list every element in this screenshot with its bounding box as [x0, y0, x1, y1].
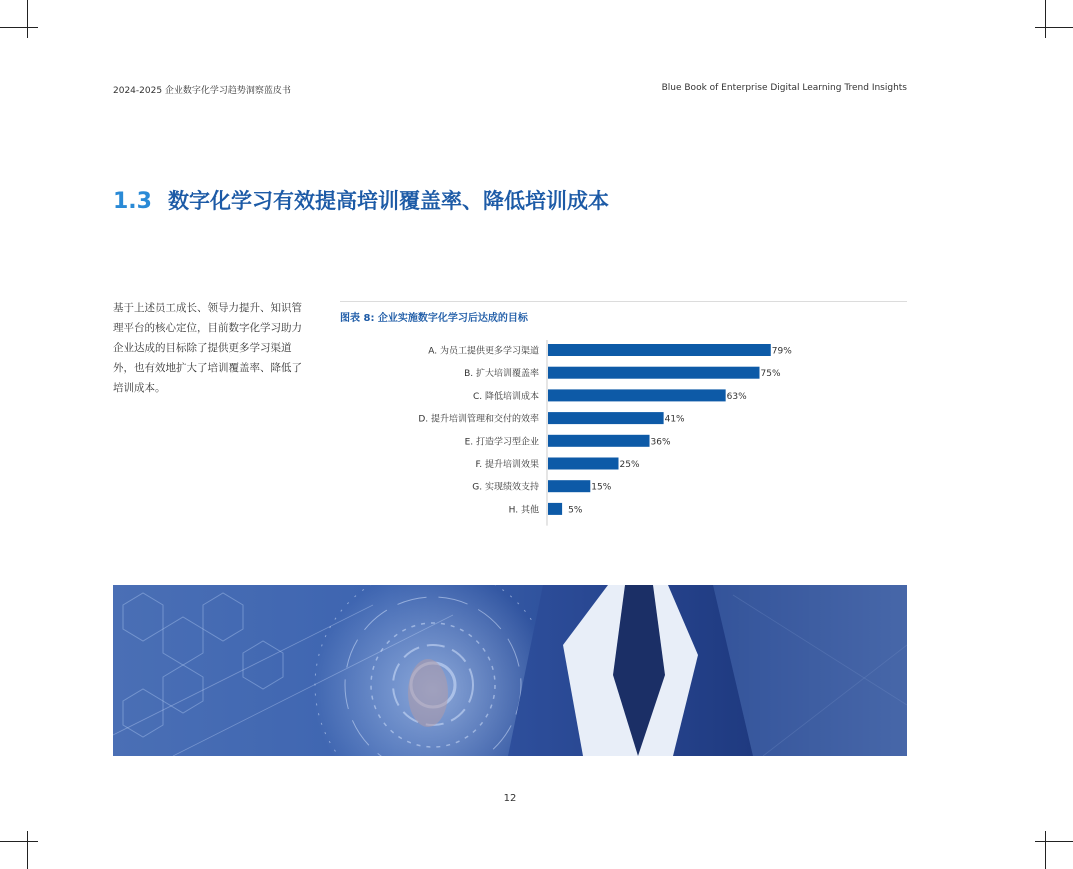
crop-mark — [1035, 841, 1073, 842]
value-label: 63% — [726, 391, 747, 402]
body-paragraph: 基于上述员工成长、领导力提升、知识管理平台的核心定位，目前数字化学习助力企业达成的目标除了提供更多学习渠道外，也有效地扩大了培训覆盖率、降低了培训成本。 — [113, 302, 302, 394]
value-label: 79% — [771, 346, 792, 357]
value-label: 15% — [591, 482, 612, 493]
category-label: D. 提升培训管理和交付的效率 — [418, 414, 539, 425]
running-header-right: Blue Book of Enterprise Digital Learning Trend Insights — [661, 83, 907, 93]
crop-mark — [1045, 0, 1046, 38]
category-label: B. 扩大培训覆盖率 — [464, 369, 539, 380]
bar — [548, 503, 562, 515]
bar — [548, 344, 771, 356]
bar — [548, 412, 664, 424]
bar — [548, 480, 590, 492]
value-label: 25% — [619, 460, 640, 470]
bar — [548, 458, 619, 470]
category-label: E. 打造学习型企业 — [464, 437, 539, 448]
hero-photo — [113, 585, 907, 756]
crop-mark — [1045, 831, 1046, 869]
bar — [548, 435, 650, 447]
value-label: 41% — [664, 414, 685, 425]
category-label: F. 提升培训效果 — [475, 460, 539, 470]
bar-chart — [340, 338, 820, 528]
category-label: H. 其他 — [508, 505, 539, 516]
crop-mark — [0, 27, 38, 28]
chart-title: 图表 8: 企业实施数字化学习后达成的目标 — [340, 313, 528, 324]
hero-photo-art — [113, 585, 907, 756]
crop-mark — [1035, 27, 1073, 28]
crop-mark — [27, 831, 28, 869]
chart-top-rule — [340, 301, 907, 302]
bar — [548, 367, 760, 379]
value-label: 5% — [568, 505, 583, 516]
bar — [548, 389, 726, 401]
running-header-left: 2024-2025 企业数字化学习趋势洞察蓝皮书 — [113, 86, 291, 96]
value-label: 36% — [650, 437, 671, 448]
crop-mark — [27, 0, 28, 38]
section-heading — [113, 185, 609, 215]
category-label: G. 实现绩效支持 — [472, 482, 539, 493]
category-label: A. 为员工提供更多学习渠道 — [428, 346, 539, 357]
page-number: 12 — [503, 793, 517, 804]
crop-mark — [0, 841, 38, 842]
section-title: 数字化学习有效提高培训覆盖率、降低培训成本 — [167, 189, 609, 213]
section-number: 1.3 — [113, 189, 152, 214]
category-label: C. 降低培训成本 — [472, 391, 539, 402]
value-label: 75% — [760, 369, 781, 380]
